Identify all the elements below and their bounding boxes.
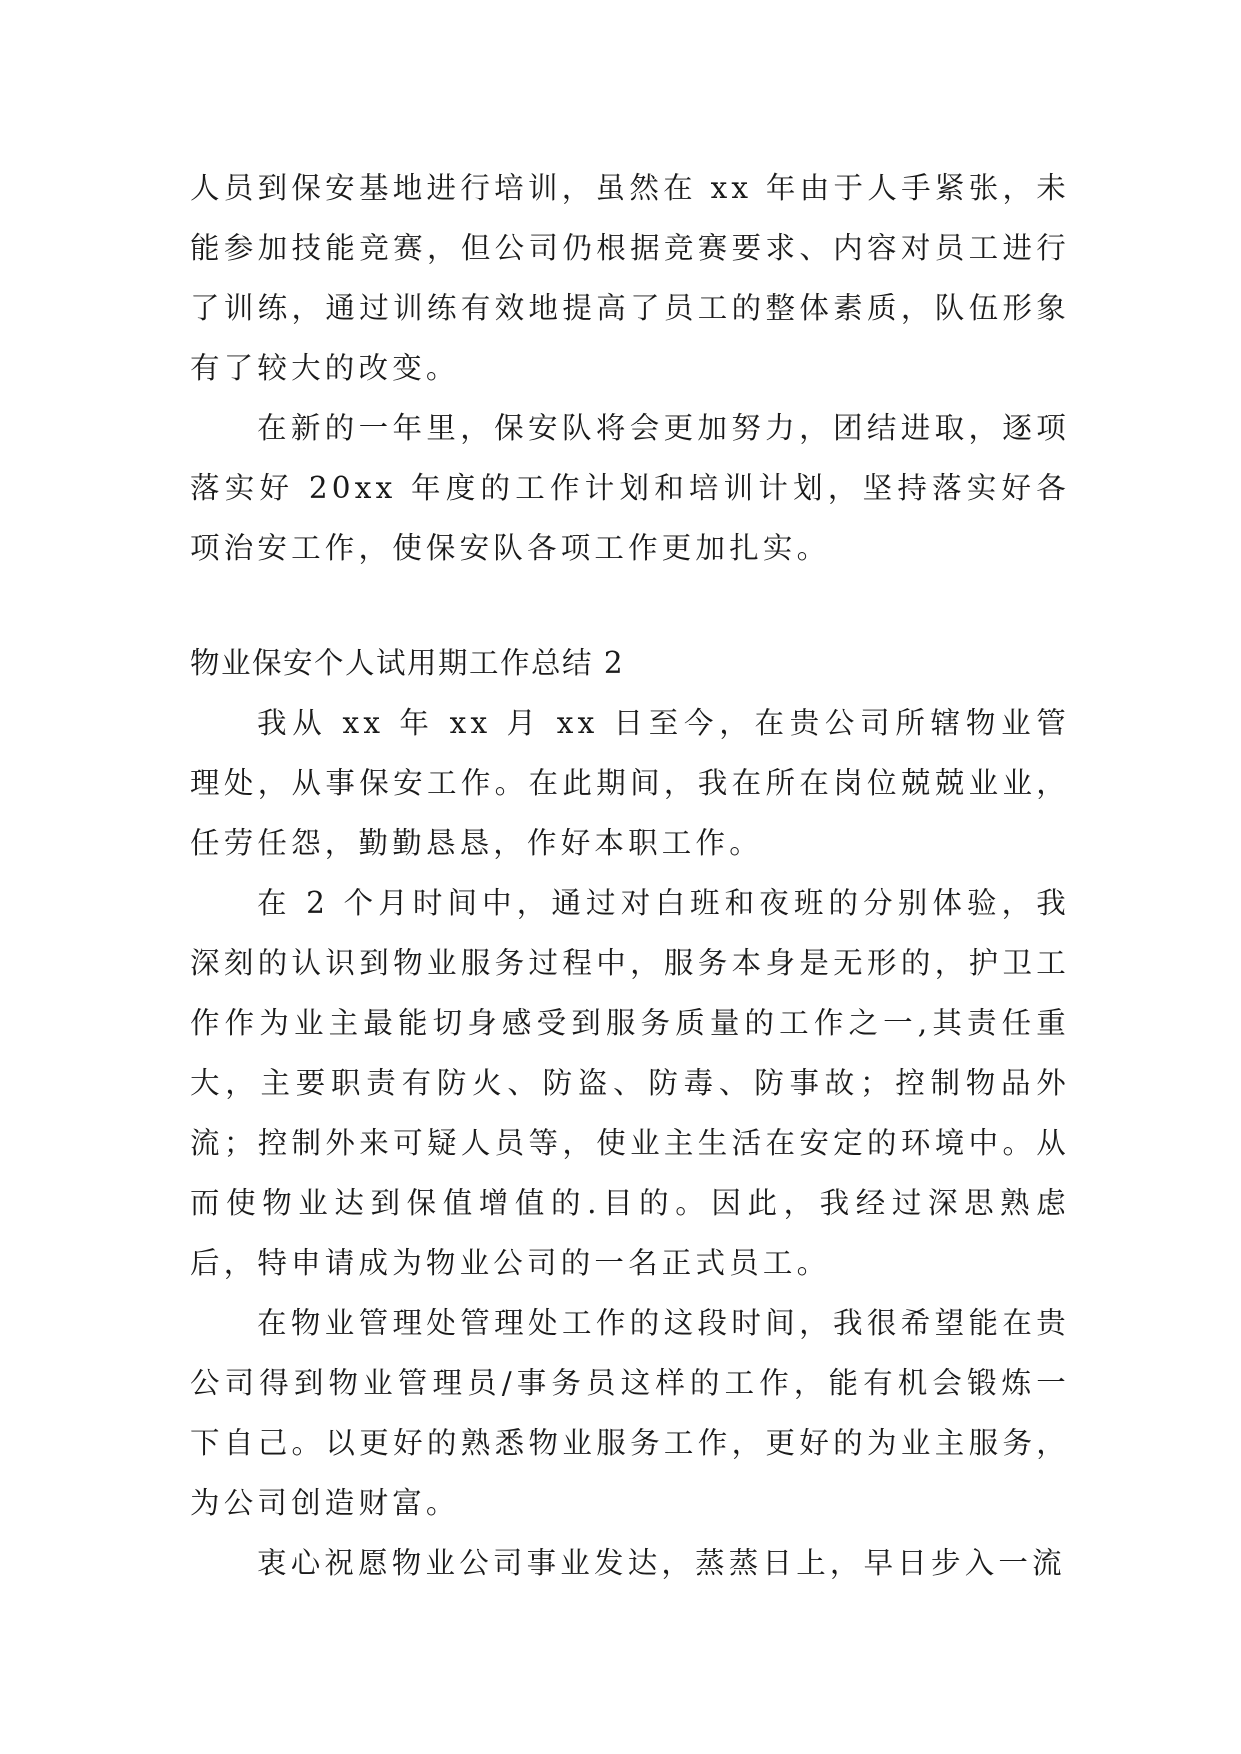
paragraph-new-year-plan: 在新的一年里，保安队将会更加努力，团结进取，逐项落实好 20xx 年度的工作计划和培训计划，坚持落实好各项治安工作，使保安队各项工作更加扎实。 (190, 411, 1070, 565)
paragraph-hope: 在物业管理处管理处工作的这段时间，我很希望能在贵公司得到物业管理员/事务员这样的工作，能有机会锻炼一下自己。以更好的熟悉物业服务工作，更好的为业主服务，为公司创造财富。 (190, 1306, 1070, 1520)
paragraph-intro: 我从 xx 年 xx 月 xx 日至今，在贵公司所辖物业管理处，从事保安工作。在此期间，我在所在岗位兢兢业业，任劳任怨，勤勤恳恳，作好本职工作。 (190, 706, 1070, 860)
section-title: 物业保安个人试用期工作总结 2 (190, 646, 625, 680)
paragraph-experience: 在 2 个月时间中，通过对白班和夜班的分别体验，我深刻的认识到物业服务过程中，服务本身是无形的，护卫工作作为业主最能切身感受到服务质量的工作之一,其责任重大，主要职责有防火、防盗、防毒、防事故；控制物品外流；控制外来可疑人员等，使业主生活在安定的环境中。从而使物业达到保值增值的.目的。因此，我经过深思熟虑后，特申请成为物业公司的一名正式员工。 (190, 886, 1070, 1280)
paragraph-wishes: 衷心祝愿物业公司事业发达，蒸蒸日上，早日步入一流 (257, 1546, 1066, 1580)
paragraph-continued: 人员到保安基地进行培训，虽然在 xx 年由于人手紧张，未能参加技能竞赛，但公司仍根据竞赛要求、内容对员工进行了训练，通过训练有效地提高了员工的整体素质，队伍形象有了较大的改变。 (190, 171, 1070, 385)
document-body (190, 158, 1070, 1593)
